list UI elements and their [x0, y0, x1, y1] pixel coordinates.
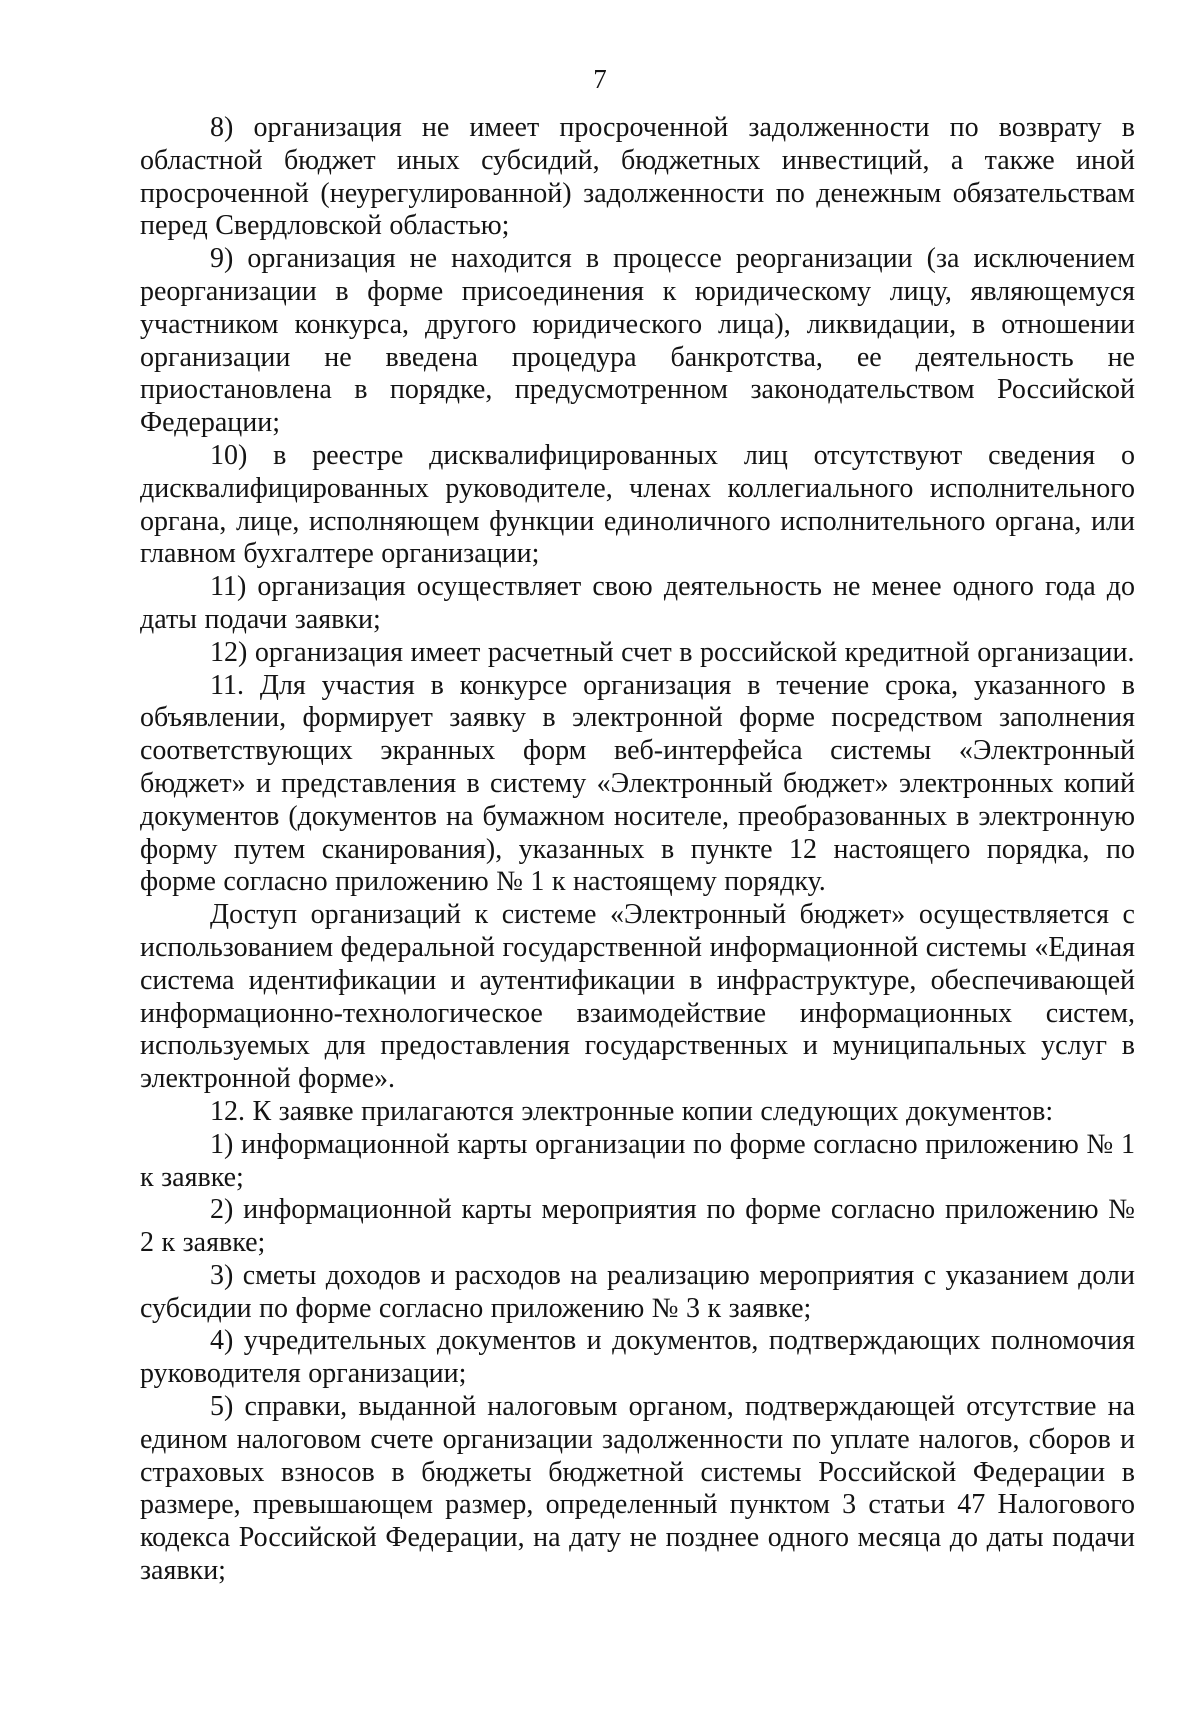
paragraph-doc-4: 4) учредительных документов и документов, подтверждающих полномочия руководителя организации;	[140, 1325, 1135, 1390]
page-number: 7	[593, 64, 607, 94]
paragraph-item-8: 8) организация не имеет просроченной задолженности по возврату в областной бюджет иных субсидий, бюджетных инвестиций, а также иной просроченной (неурегулированной) задолженности по денежным обязательствам перед Свердловской областью;	[140, 112, 1135, 242]
paragraph-doc-3: 3) сметы доходов и расходов на реализацию мероприятия с указанием доли субсидии по форме согласно приложению № 3 к заявке;	[140, 1259, 1135, 1324]
paragraph-item-12: 12) организация имеет расчетный счет в российской кредитной организации.	[210, 636, 1135, 668]
paragraph-doc-5: 5) справки, выданной налоговым органом, подтверждающей отсутствие на едином налоговом счете организации задолженности по уплате налогов, сборов и страховых взносов в бюджеты бюджетной системы Российской Федерации в размере, превышающем размер, определенный пунктом 3 статьи 47 Налогового кодекса Российской Федерации, на дату не позднее одного месяца до даты подачи заявки;	[140, 1391, 1135, 1587]
document-body	[140, 112, 1135, 1588]
paragraph-item-10: 10) в реестре дисквалифицированных лиц отсутствуют сведения о дисквалифицированных руководителе, членах коллегиального исполнительного органа, лице, исполняющем функции единоличного исполнительного органа, или главном бухгалтере организации;	[140, 439, 1135, 570]
paragraph-access: Доступ организаций к системе «Электронный бюджет» осуществляется с использованием федеральной государственной информационной системы «Единая система идентификации и аутентификации в инфраструктуре, обеспечивающей информационно-технологическое взаимодействие информационных систем, используемых для предоставления государственных и муниципальных услуг в электронной форме».	[140, 899, 1135, 1095]
paragraph-clause-11: 11. Для участия в конкурсе организация в течение срока, указанного в объявлении, формирует заявку в электронной форме посредством заполнения соответствующих экранных форм веб-интерфейса системы «Электронный бюджет» и представления в систему «Электронный бюджет» электронных копий документов (документов на бумажном носителе, преобразованных в электронную форму путем сканирования), указанных в пункте 12 настоящего порядка, по форме согласно приложению № 1 к настоящему порядку.	[140, 669, 1135, 898]
paragraph-doc-1: 1) информационной карты организации по форме согласно приложению № 1 к заявке;	[140, 1128, 1135, 1193]
paragraph-item-9: 9) организация не находится в процессе реорганизации (за исключением реорганизации в форме присоединения к юридическому лицу, являющемуся участником конкурса, другого юридического лица), ликвидации, в отношении организации не введена процедура банкротства, ее деятельность не приостановлена в порядке, предусмотренном законодательством Российской Федерации;	[140, 243, 1135, 439]
paragraph-clause-12: 12. К заявке прилагаются электронные копии следующих документов:	[210, 1095, 1054, 1127]
paragraph-item-11: 11) организация осуществляет свою деятельность не менее одного года до даты подачи заявки;	[140, 571, 1135, 635]
paragraph-doc-2: 2) информационной карты мероприятия по форме согласно приложению № 2 к заявке;	[140, 1194, 1135, 1259]
